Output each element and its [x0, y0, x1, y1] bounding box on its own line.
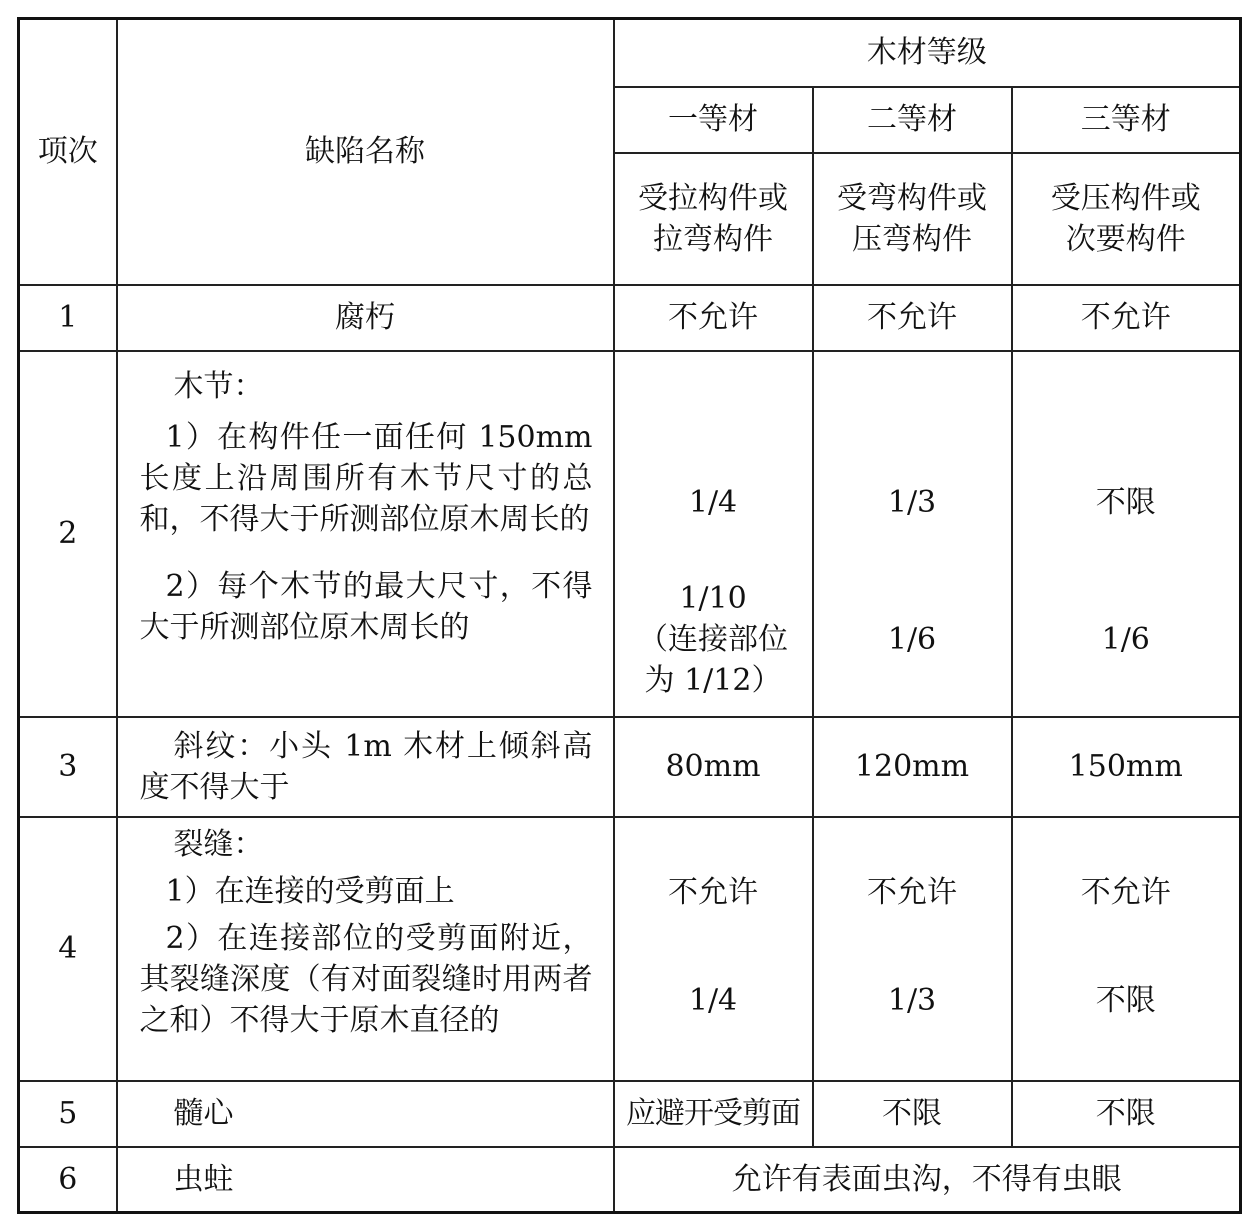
table-row [19, 717, 1241, 817]
row-grade2: 不限 [813, 1081, 1012, 1147]
sub1-grade1: 不允许 [668, 874, 758, 910]
row-defect-name: 髓心 [117, 1081, 614, 1147]
row-grade1 [614, 351, 813, 717]
header-use1: 受拉构件或 拉弯构件 [614, 153, 813, 285]
page [17, 17, 1239, 1211]
sub2-grade3: 不限 [1095, 982, 1156, 1018]
defect-sub1: 1）在连接的受剪面上 [165, 873, 455, 909]
sub1-grade2: 1/3 [887, 484, 937, 520]
sub2-grade2: 1/6 [887, 621, 937, 657]
row-grade2: 120mm [813, 717, 1012, 817]
row-grade2 [813, 817, 1012, 1081]
sub2-grade1: 1/4 [688, 982, 738, 1018]
row-grade2: 不允许 [813, 285, 1012, 351]
table-row [19, 1147, 1241, 1213]
table-row [19, 285, 1241, 351]
row-merged-grade: 允许有表面虫沟，不得有虫眼 [614, 1147, 1241, 1213]
header-grade2: 二等材 [813, 87, 1012, 153]
defect-sub1: 1）在构件任一面任何 150mm 长度上沿周围所有木节尺寸的总和，不得大于所测部位原木周长的 [139, 419, 593, 537]
header-defect-name: 缺陷名称 [117, 19, 614, 285]
row-grade3: 150mm [1012, 717, 1241, 817]
defect-title: 木节： [173, 368, 264, 404]
row-no: 2 [19, 351, 117, 717]
sub1-grade3: 不限 [1095, 484, 1156, 520]
sub2-grade1: 1/10 （连接部位 为 1/12） [638, 580, 788, 698]
header-grade3: 三等材 [1012, 87, 1241, 153]
row-defect-name: 虫蛀 [117, 1147, 614, 1213]
row-defect-name [117, 817, 614, 1081]
row-no: 1 [19, 285, 117, 351]
sub2-grade3: 1/6 [1101, 621, 1150, 657]
defect-sub2: 2）每个木节的最大尺寸，不得大于所测部位原木周长的 [139, 568, 593, 645]
row-grade3 [1012, 817, 1241, 1081]
row-grade3: 不允许 [1012, 285, 1241, 351]
row-no: 4 [19, 817, 117, 1081]
defect-title: 裂缝： [173, 826, 264, 862]
table-row [19, 1081, 1241, 1147]
row-defect-name [117, 351, 614, 717]
header-item-no: 项次 [19, 19, 117, 285]
sub1-grade1: 1/4 [688, 484, 738, 520]
sub1-grade3: 不允许 [1080, 874, 1171, 910]
table-row [19, 351, 1241, 717]
row-grade1: 80mm [614, 717, 813, 817]
header-grade1: 一等材 [614, 87, 813, 153]
row-no: 3 [19, 717, 117, 817]
defect-sub2: 2）在连接部位的受剪面附近，其裂缝深度（有对面裂缝时用两者之和）不得大于原木直径的 [139, 920, 593, 1038]
row-grade2 [813, 351, 1012, 717]
row-defect-name: 斜纹：小头 1m 木材上倾斜高度不得大于 [117, 717, 614, 817]
header-use2: 受弯构件或 压弯构件 [813, 153, 1012, 285]
row-grade1: 应避开受剪面 [614, 1081, 813, 1147]
row-grade1: 不允许 [614, 285, 813, 351]
row-grade3 [1012, 351, 1241, 717]
row-grade1 [614, 817, 813, 1081]
sub2-grade2: 1/3 [887, 982, 937, 1018]
row-defect-name: 腐朽 [117, 285, 614, 351]
row-no: 6 [19, 1147, 117, 1213]
sub1-grade2: 不允许 [867, 874, 957, 910]
row-grade3: 不限 [1012, 1081, 1241, 1147]
table-row [19, 817, 1241, 1081]
row-no: 5 [19, 1081, 117, 1147]
header-grade: 木材等级 [614, 19, 1241, 87]
header-use3: 受压构件或 次要构件 [1012, 153, 1241, 285]
defect-table [17, 17, 1242, 1214]
